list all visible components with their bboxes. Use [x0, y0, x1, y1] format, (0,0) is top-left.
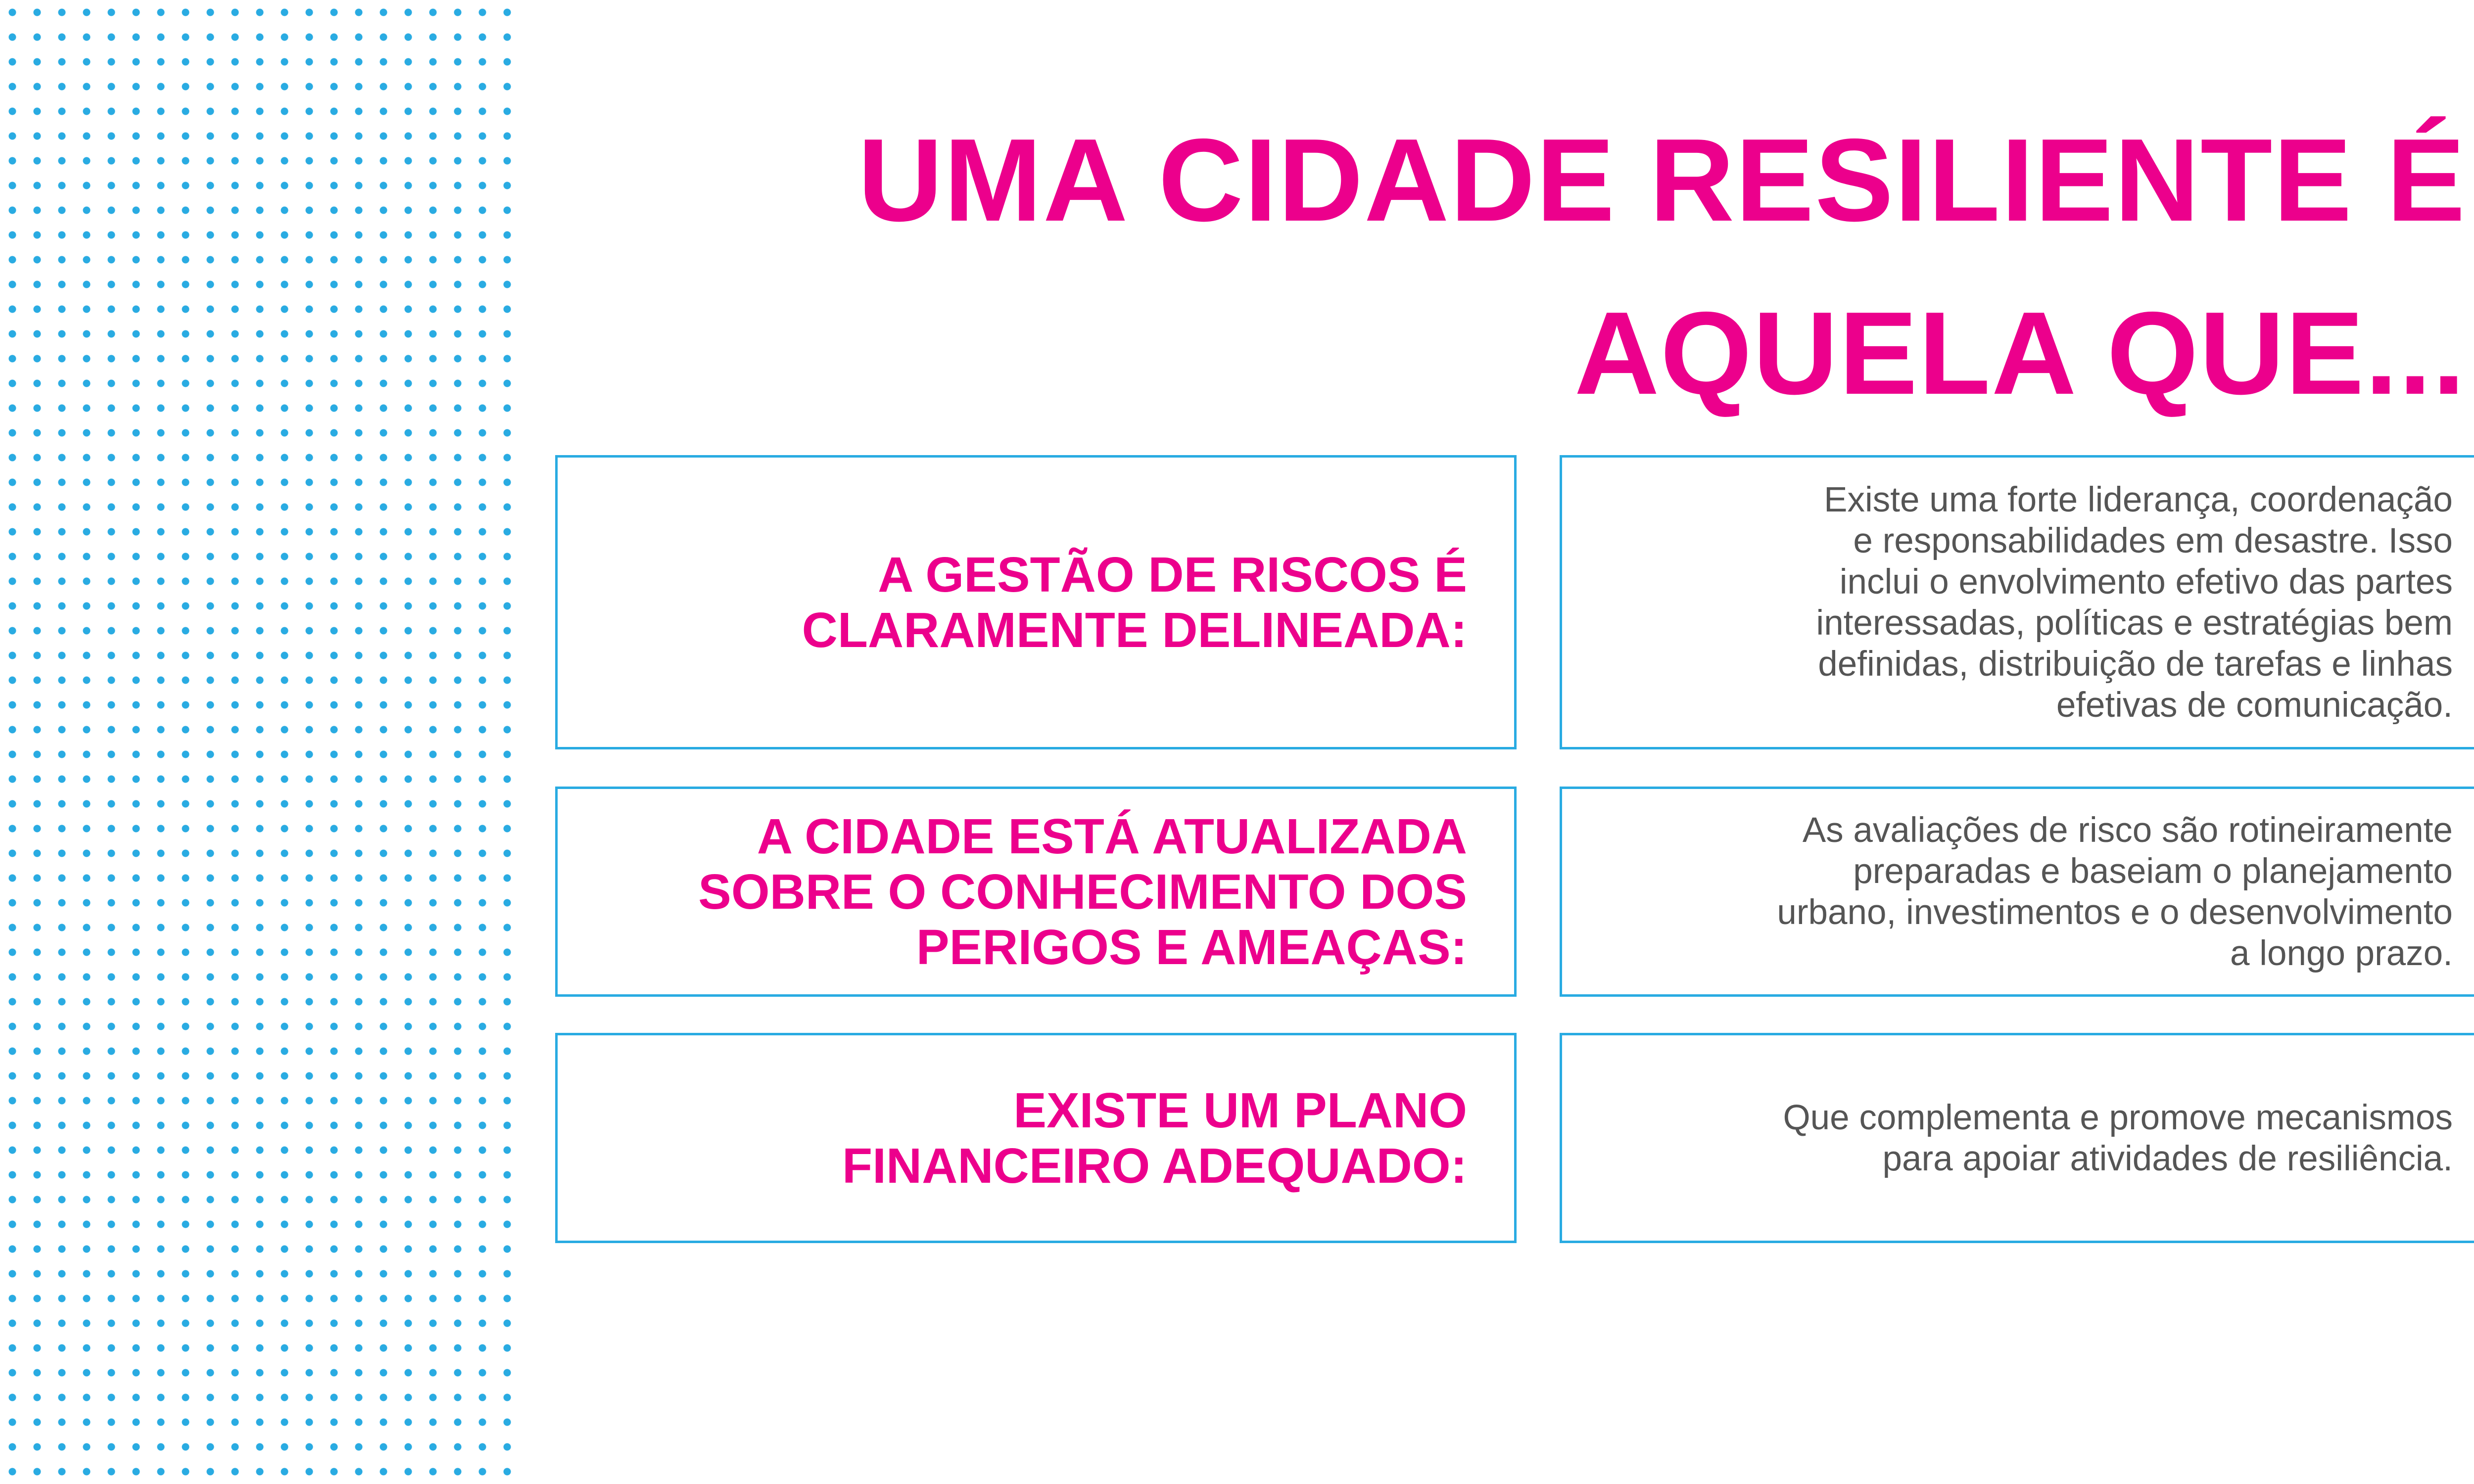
criterion-label-1 — [802, 547, 1467, 658]
criterion-label-2-line-3: PERIGOS E AMEAÇAS: — [916, 919, 1467, 975]
page-title-line-1: UMA CIDADE RESILIENTE É — [857, 115, 2466, 246]
page-title-line-2: AQUELA QUE... — [1574, 288, 2466, 419]
criterion-label-2 — [698, 809, 1467, 975]
criterion-description-1-line-2: e responsabilidades em desastre. Isso — [1853, 521, 2453, 560]
criterion-description-2-line-1: As avaliações de risco são rotineiramente — [1802, 810, 2453, 850]
criterion-label-3-line-2: FINANCEIRO ADEQUADO: — [842, 1138, 1467, 1194]
page-title — [858, 94, 2466, 440]
criterion-label-3 — [842, 1083, 1467, 1194]
criterion-description-2-line-2: preparadas e baseiam o planejamento — [1853, 851, 2453, 891]
criterion-description-1 — [1816, 479, 2453, 726]
criterion-label-1-line-2: CLARAMENTE DELINEADA: — [802, 602, 1467, 658]
criterion-description-1-line-5: definidas, distribuição de tarefas e linhas — [1818, 644, 2453, 684]
criterion-description-1-line-4: interessadas, políticas e estratégias bem — [1816, 603, 2453, 643]
criterion-description-1-line-6: efetivas de comunicação. — [2056, 685, 2453, 725]
criterion-label-box-2 — [555, 787, 1517, 997]
criterion-label-box-3 — [555, 1033, 1517, 1243]
criterion-description-box-3 — [1560, 1033, 2474, 1243]
criterion-description-2 — [1777, 810, 2453, 974]
criterion-description-1-line-1: Existe uma forte liderança, coordenação — [1824, 480, 2453, 519]
criterion-label-1-line-1: A GESTÃO DE RISCOS É — [878, 547, 1467, 603]
criterion-label-box-1 — [555, 455, 1517, 749]
criterion-description-2-line-3: urbano, investimentos e o desenvolvimento — [1777, 892, 2453, 932]
criterion-description-box-1 — [1560, 455, 2474, 749]
criterion-label-2-line-2: SOBRE O CONHECIMENTO DOS — [698, 864, 1467, 920]
criterion-label-2-line-1: A CIDADE ESTÁ ATUALIZADA — [757, 808, 1467, 864]
criterion-label-3-line-1: EXISTE UM PLANO — [1013, 1082, 1467, 1138]
criterion-description-1-line-3: inclui o envolvimento efetivo das partes — [1839, 562, 2453, 602]
criterion-description-box-2 — [1560, 787, 2474, 997]
dot-pattern-decoration — [0, 0, 512, 1484]
criterion-description-3-line-1: Que complementa e promove mecanismos — [1783, 1098, 2453, 1137]
criterion-description-2-line-4: a longo prazo. — [2230, 933, 2453, 973]
criterion-description-3-line-2: para apoiar atividades de resiliência. — [1882, 1139, 2453, 1178]
criterion-description-3 — [1783, 1097, 2453, 1179]
